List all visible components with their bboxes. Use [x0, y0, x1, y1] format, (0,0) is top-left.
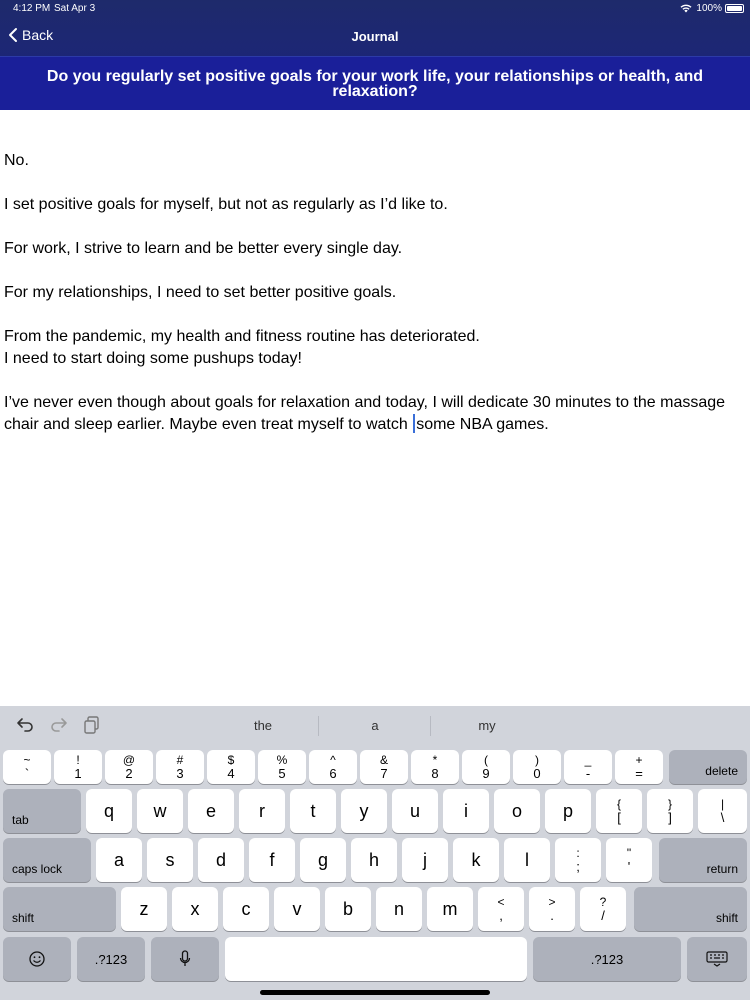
wifi-icon	[680, 4, 692, 13]
keyboard-dismiss-icon	[706, 951, 728, 967]
key-y[interactable]: y	[341, 789, 387, 833]
key-comma[interactable]: < ,	[478, 887, 524, 931]
key-left-bracket[interactable]: { [	[596, 789, 642, 833]
key-h[interactable]: h	[351, 838, 397, 882]
key-8[interactable]: * 8	[411, 750, 459, 784]
emoji-key[interactable]	[3, 937, 71, 981]
key-quote[interactable]: " '	[606, 838, 652, 882]
key-9[interactable]: ( 9	[462, 750, 510, 784]
top-bar	[0, 0, 750, 110]
key-z[interactable]: z	[121, 887, 167, 931]
key-backtick[interactable]: ~ `	[3, 750, 51, 784]
key-0[interactable]: ) 0	[513, 750, 561, 784]
key-t[interactable]: t	[290, 789, 336, 833]
key-f[interactable]: f	[249, 838, 295, 882]
key-3[interactable]: # 3	[156, 750, 204, 784]
right-shift-key[interactable]: shift	[634, 887, 747, 931]
key-x[interactable]: x	[172, 887, 218, 931]
entry-paragraph: No.	[4, 152, 29, 169]
caps-lock-key[interactable]: caps lock	[3, 838, 91, 882]
key-5[interactable]: % 5	[258, 750, 306, 784]
suggestion-1[interactable]: the	[253, 718, 273, 733]
key-minus[interactable]: _ -	[564, 750, 612, 784]
numbers-key-right[interactable]: .?123	[533, 937, 681, 981]
dictation-key[interactable]	[151, 937, 219, 981]
undo-icon[interactable]	[16, 716, 34, 737]
key-e[interactable]: e	[188, 789, 234, 833]
key-m[interactable]: m	[427, 887, 473, 931]
paste-icon[interactable]	[84, 716, 100, 739]
key-a[interactable]: a	[96, 838, 142, 882]
key-u[interactable]: u	[392, 789, 438, 833]
key-w[interactable]: w	[137, 789, 183, 833]
key-v[interactable]: v	[274, 887, 320, 931]
tab-key[interactable]: tab	[3, 789, 81, 833]
entry-paragraph: For work, I strive to learn and be better every single day.	[4, 240, 403, 257]
key-s[interactable]: s	[147, 838, 193, 882]
key-n[interactable]: n	[376, 887, 422, 931]
journal-entry-editor[interactable]	[4, 150, 744, 458]
key-backslash[interactable]: | \	[698, 789, 747, 833]
key-2[interactable]: @ 2	[105, 750, 153, 784]
key-b[interactable]: b	[325, 887, 371, 931]
entry-line: I need to start doing some pushups today!	[4, 350, 302, 367]
entry-paragraph	[4, 326, 744, 370]
key-j[interactable]: j	[402, 838, 448, 882]
key-l[interactable]: l	[504, 838, 550, 882]
delete-key[interactable]: delete	[669, 750, 747, 784]
battery-percent: 100%	[696, 3, 722, 14]
journal-prompt: Do you regularly set positive goals for your work life, your relationships or health, and relaxation?	[46, 67, 704, 100]
key-equals[interactable]: + =	[615, 750, 663, 784]
entry-paragraph: For my relationships, I need to set better positive goals.	[4, 284, 397, 301]
left-shift-key[interactable]: shift	[3, 887, 116, 931]
suggestion-divider	[430, 716, 431, 736]
key-r[interactable]: r	[239, 789, 285, 833]
key-semicolon[interactable]: : ;	[555, 838, 601, 882]
key-c[interactable]: c	[223, 887, 269, 931]
navigation-bar	[0, 22, 750, 52]
key-i[interactable]: i	[443, 789, 489, 833]
journal-prompt-banner	[0, 56, 750, 110]
numbers-key-left[interactable]: .?123	[77, 937, 145, 981]
status-time: 4:12 PM	[13, 3, 51, 14]
entry-paragraph: I set positive goals for myself, but not as regularly as I’d like to.	[4, 196, 448, 213]
emoji-icon	[29, 951, 45, 967]
key-1[interactable]: ! 1	[54, 750, 102, 784]
key-7[interactable]: & 7	[360, 750, 408, 784]
suggestion-3[interactable]: my	[478, 718, 496, 733]
battery-icon	[725, 4, 744, 13]
status-bar	[0, 0, 750, 18]
status-date: Sat Apr 3	[54, 3, 96, 14]
home-indicator[interactable]	[260, 990, 490, 995]
page-title: Journal	[351, 29, 399, 44]
entry-line: I’ve never even though about goals for relaxation and today, I will dedicate 30 minutes to the massage chair and sleep earlier. Maybe even treat myself to watch	[4, 394, 726, 433]
suggestion-divider	[318, 716, 319, 736]
hide-keyboard-key[interactable]	[687, 937, 747, 981]
key-6[interactable]: ^ 6	[309, 750, 357, 784]
key-right-bracket[interactable]: } ]	[647, 789, 693, 833]
space-bar[interactable]	[225, 937, 527, 981]
entry-paragraph	[4, 392, 744, 436]
text-cursor	[413, 414, 415, 433]
entry-line: some NBA games.	[416, 416, 549, 433]
key-d[interactable]: d	[198, 838, 244, 882]
key-q[interactable]: q	[86, 789, 132, 833]
suggestion-bar	[0, 706, 750, 744]
key-period[interactable]: > .	[529, 887, 575, 931]
return-key[interactable]: return	[659, 838, 747, 882]
key-4[interactable]: $ 4	[207, 750, 255, 784]
key-g[interactable]: g	[300, 838, 346, 882]
redo-icon[interactable]	[50, 716, 68, 737]
suggestion-2[interactable]: a	[371, 718, 379, 733]
key-o[interactable]: o	[494, 789, 540, 833]
on-screen-keyboard	[0, 706, 750, 1000]
key-p[interactable]: p	[545, 789, 591, 833]
key-k[interactable]: k	[453, 838, 499, 882]
microphone-icon	[179, 950, 191, 968]
entry-line: From the pandemic, my health and fitness routine has deteriorated.	[4, 328, 480, 345]
back-label: Back	[22, 27, 54, 43]
key-slash[interactable]: ? /	[580, 887, 626, 931]
